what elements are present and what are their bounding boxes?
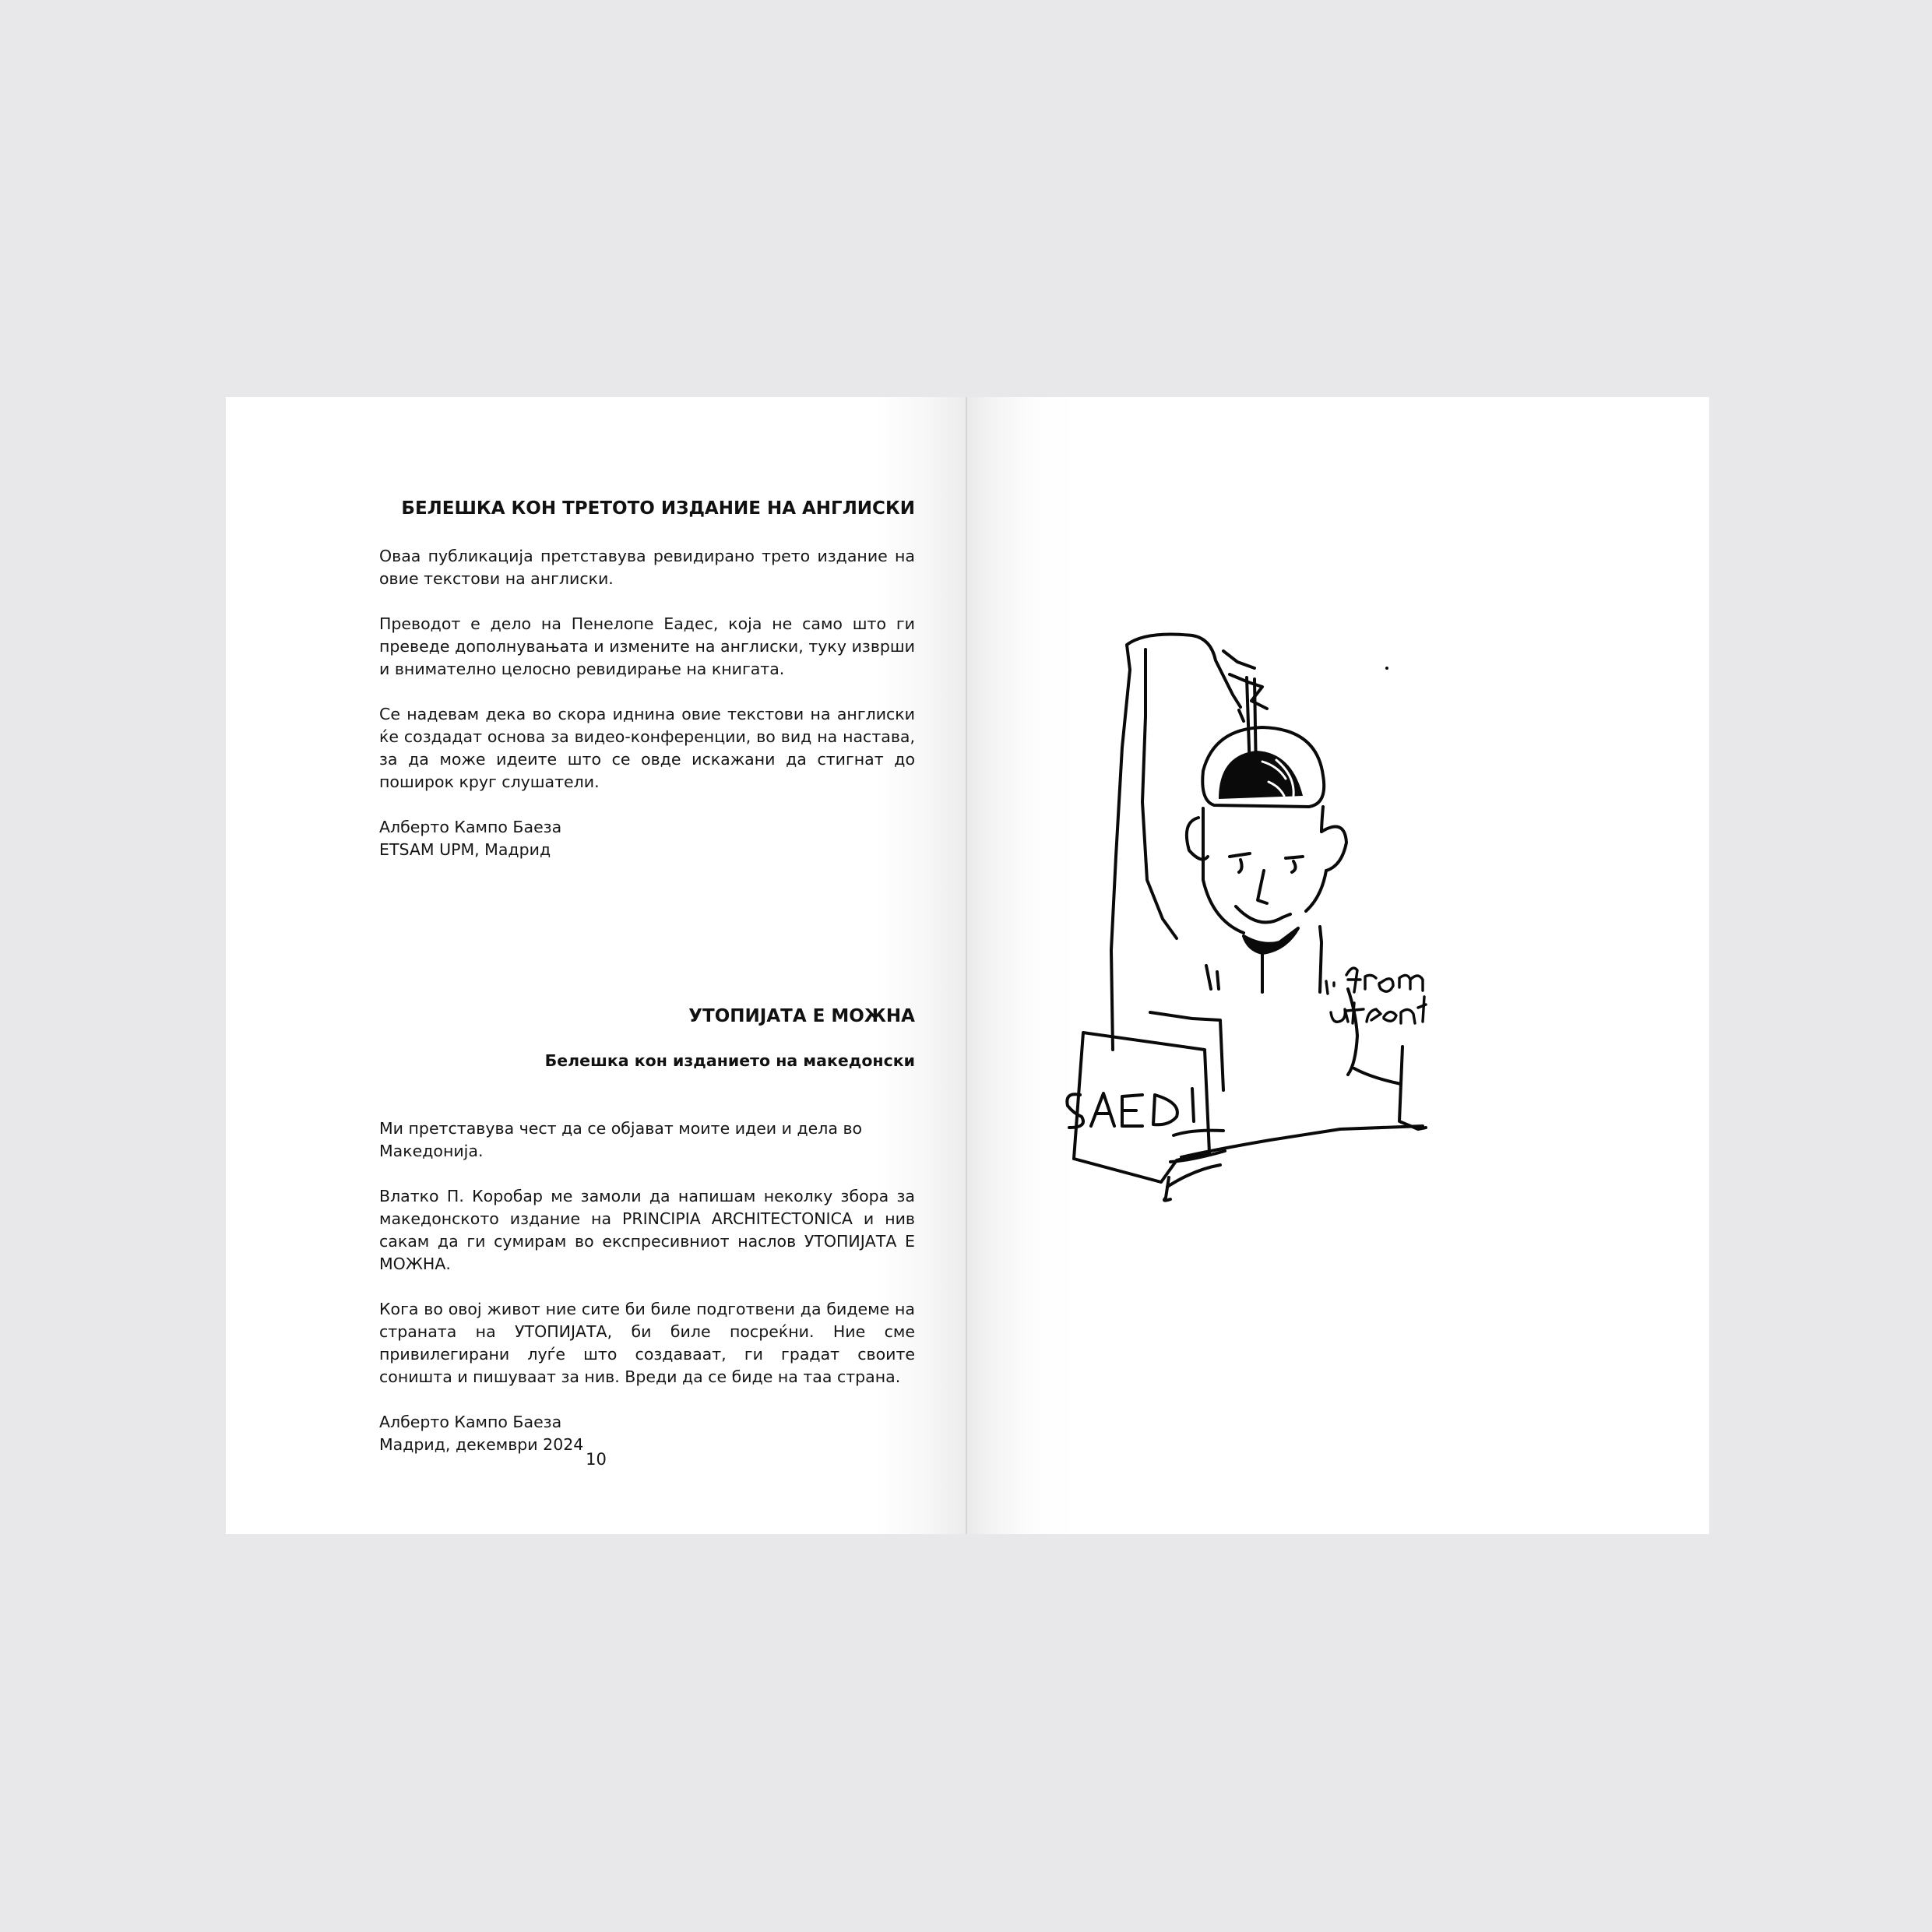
section-1-place: ETSAM UPM, Мадрид [379, 840, 551, 859]
page-number: 10 [586, 1450, 607, 1469]
section-2-paragraph-3: Кога во овој живот ние сите би биле подготвени да бидеме на страната на УТОПИЈАТА, би биле посреќни. Ние сме привилегирани луѓе што создаваат, ги градат своите соништа и пишуваат за нив. Вреди да се биде на таа страна. [379, 1300, 915, 1386]
section-2-heading: УТОПИЈАТА Е МОЖНА [688, 1006, 915, 1026]
section-2-subheading: Белешка кон изданието на македонски [544, 1051, 915, 1070]
ideas-sign-lettering [1067, 1089, 1194, 1128]
section-1-paragraph-2: Преводот е дело на Пенелопе Еадес, која не само што ги преведе дополнувањата и измените на англиски, туку изврши и внимателно целосно ревидирање на книгата. [379, 614, 915, 678]
section-2-paragraph-1: Ми претставува чест да се објават моите идеи и дела во Македонија. [379, 1119, 863, 1160]
right-page [966, 397, 1709, 1534]
section-2-author: Алберто Кампо Баеза [379, 1413, 562, 1431]
section-1-body [379, 545, 915, 861]
book-gutter [966, 397, 967, 1534]
section-2-place-date: Мадрид, декември 2024 [379, 1435, 584, 1454]
left-page [226, 397, 966, 1534]
section-2-body [379, 1117, 915, 1456]
section-2-paragraph-2: Влатко П. Коробар ме замоли да напишам неколку збора за македонското издание на PRINCIPIA ARCHITECTONICA и нив сакам да ги сумирам во експресивниот наслов УТОПИЈАТА Е МОЖНА. [379, 1187, 915, 1273]
section-1-heading: БЕЛЕШКА КОН ТРЕТОТО ИЗДАНИЕ НА АНГЛИСКИ [401, 498, 915, 519]
handwritten-caption [1326, 968, 1426, 1023]
ideas-sketch [1029, 623, 1511, 1230]
section-1-paragraph-1: Оваа публикација претставува ревидирано трето издание на овие текстови на англиски. [379, 547, 915, 588]
section-1-author: Алберто Кампо Баеза [379, 818, 562, 836]
section-1-paragraph-3: Се надевам дека во скора иднина овие текстови на англиски ќе создадат основа за видео-конференции, во вид на настава, за да може идеите што се овде искажани да стигнат до поширок круг слушатели. [379, 705, 915, 791]
book-spread [226, 397, 1709, 1534]
